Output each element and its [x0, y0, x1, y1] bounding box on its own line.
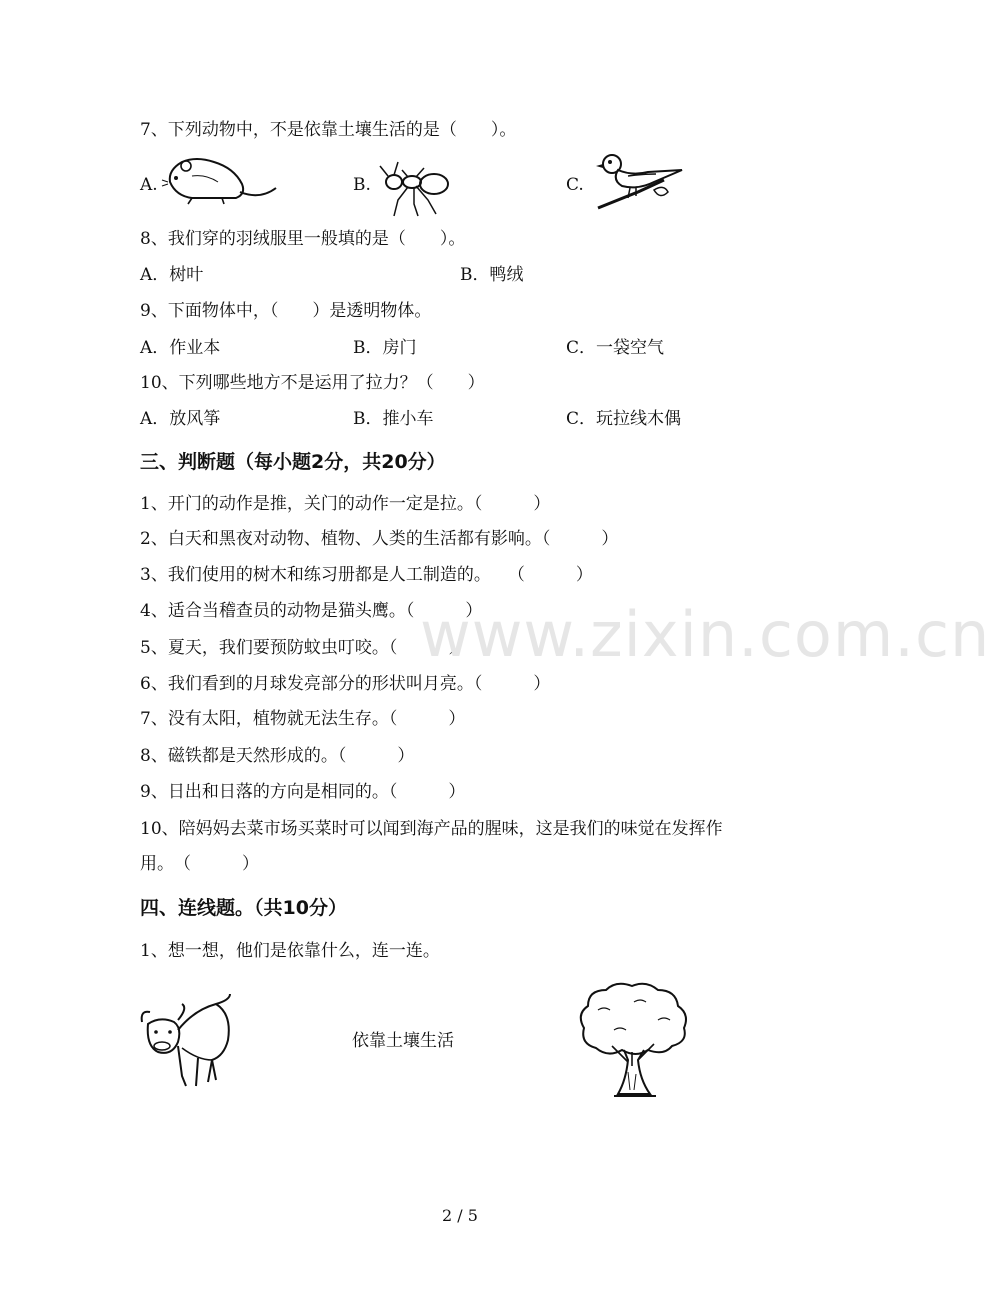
judgement-item: 5、夏天，我们要预防蚊虫叮咬。（ ）: [140, 638, 466, 658]
page-number: 2 / 5: [442, 1206, 478, 1225]
q8-option-b: B．鸭绒: [460, 265, 524, 285]
q7-option-b-label: B.: [353, 175, 371, 195]
q7-option-a-label: A.: [140, 175, 158, 195]
question-10-stem: 10、下列哪些地方不是运用了拉力？（ ）: [140, 373, 485, 393]
judgement-item: 10、陪妈妈去菜市场买菜时可以闻到海产品的腥味，这是我们的味觉在发挥作: [140, 819, 723, 839]
tree-icon: [574, 980, 692, 1100]
judgement-item: 8、磁铁都是天然形成的。（ ）: [140, 746, 415, 766]
ant-icon: [378, 160, 454, 218]
q9-option-b: B．房门: [353, 338, 417, 358]
judgement-item: 7、没有太阳，植物就无法生存。（ ）: [140, 709, 466, 729]
connect-center-label: 依靠土壤生活: [352, 1031, 454, 1051]
q10-option-c: C．玩拉线木偶: [566, 409, 682, 429]
section-3-title: 三、判断题（每小题2分，共20分）: [140, 451, 446, 473]
q9-option-c: C．一袋空气: [566, 338, 665, 358]
judgement-item: 3、我们使用的树木和练习册都是人工制造的。 （ ）: [140, 565, 593, 585]
judgement-item: 1、开门的动作是推，关门的动作一定是拉。（ ）: [140, 494, 551, 514]
q8-option-a: A．树叶: [140, 265, 204, 285]
q10-option-a: A．放风筝: [140, 409, 221, 429]
q7-option-c-label: C.: [566, 175, 584, 195]
section-4-title: 四、连线题。（共10分）: [140, 897, 347, 919]
section-4-question-1: 1、想一想，他们是依靠什么，连一连。: [140, 941, 440, 961]
watermark: www.zixin.com.cn: [420, 598, 990, 671]
judgement-item: 2、白天和黑夜对动物、植物、人类的生活都有影响。（ ）: [140, 529, 619, 549]
judgement-item-continuation: 用。 （ ）: [140, 854, 259, 874]
judgement-item: 4、适合当稽查员的动物是猫头鹰。（ ）: [140, 601, 483, 621]
bird-icon: [594, 150, 684, 216]
q9-option-a: A．作业本: [140, 338, 221, 358]
question-8-stem: 8、我们穿的羽绒服里一般填的是（ ）。: [140, 229, 466, 249]
q10-option-b: B．推小车: [353, 409, 434, 429]
mouse-icon: [162, 152, 280, 206]
question-7-stem: 7、下列动物中，不是依靠土壤生活的是（ ）。: [140, 120, 517, 140]
judgement-item: 9、日出和日落的方向是相同的。（ ）: [140, 782, 466, 802]
ox-icon: [138, 990, 236, 1090]
question-9-stem: 9、下面物体中，（ ）是透明物体。: [140, 301, 432, 321]
judgement-item: 6、我们看到的月球发亮部分的形状叫月亮。（ ）: [140, 674, 551, 694]
